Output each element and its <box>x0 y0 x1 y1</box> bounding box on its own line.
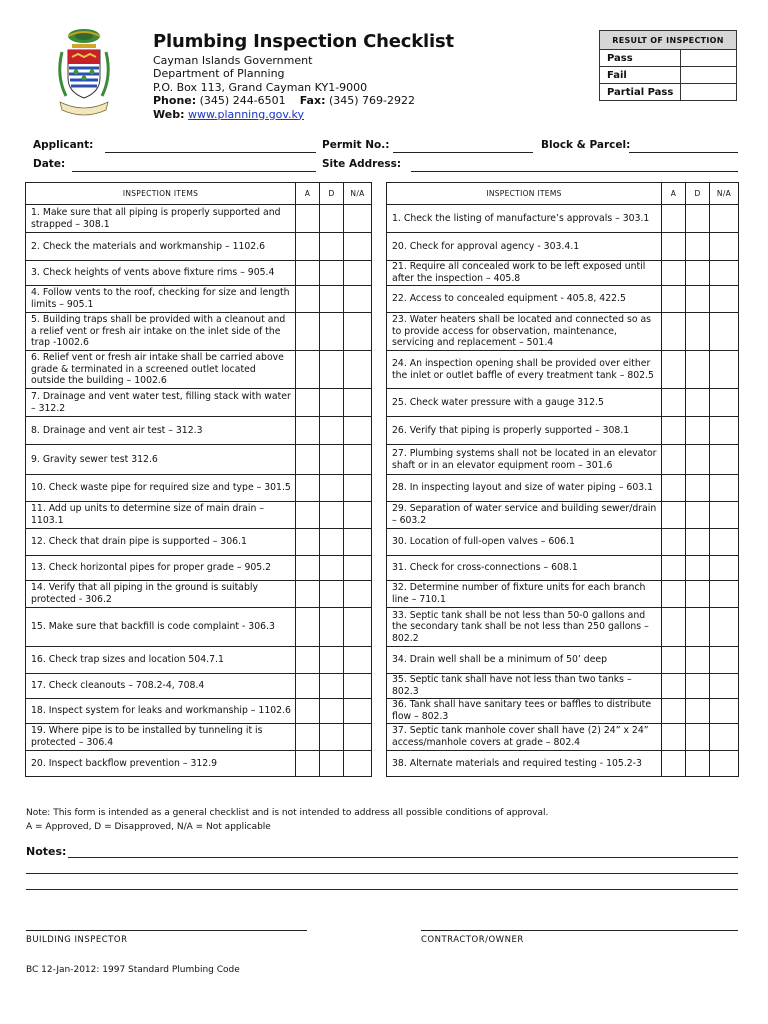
table-row <box>26 608 372 647</box>
not-applicable-checkbox[interactable] <box>710 389 739 417</box>
not-applicable-checkbox[interactable] <box>344 389 372 417</box>
approved-checkbox[interactable] <box>662 313 686 351</box>
not-applicable-checkbox[interactable] <box>710 445 739 475</box>
approved-checkbox[interactable] <box>662 529 686 556</box>
inspection-item: 20. Check for approval agency - 303.4.1 <box>387 233 662 261</box>
table-row <box>387 233 739 261</box>
approved-checkbox[interactable] <box>662 261 686 286</box>
inspection-item: 4. Follow vents to the roof, checking for size and length limits – 905.1 <box>26 286 296 313</box>
disapproved-checkbox[interactable] <box>686 581 710 608</box>
not-applicable-checkbox[interactable] <box>710 351 739 389</box>
not-applicable-checkbox[interactable] <box>344 529 372 556</box>
approved-checkbox[interactable] <box>662 699 686 724</box>
disclaimer-note: Note: This form is intended as a general checklist and is not intended to address all possible conditions of approval. <box>26 808 549 818</box>
header-not-applicable: N/A <box>344 183 372 205</box>
disapproved-checkbox[interactable] <box>320 674 344 699</box>
not-applicable-checkbox[interactable] <box>710 581 739 608</box>
approved-checkbox[interactable] <box>662 233 686 261</box>
result-partial-label: Partial Pass <box>600 84 681 101</box>
not-applicable-checkbox[interactable] <box>710 608 739 647</box>
inspection-item: 37. Septic tank manhole cover shall have (2) 24” x 24” access/manhole covers at grade – 802.4 <box>387 724 662 751</box>
table-row <box>26 417 372 445</box>
approved-checkbox[interactable] <box>296 286 320 313</box>
table-row <box>26 529 372 556</box>
result-partial-field[interactable] <box>681 84 737 101</box>
header-disapproved: D <box>686 183 710 205</box>
approved-checkbox[interactable] <box>662 389 686 417</box>
not-applicable-checkbox[interactable] <box>344 751 372 777</box>
disapproved-checkbox[interactable] <box>320 261 344 286</box>
not-applicable-checkbox[interactable] <box>710 699 739 724</box>
not-applicable-checkbox[interactable] <box>344 351 372 389</box>
inspection-item: 19. Where pipe is to be installed by tunneling it is protected – 306.4 <box>26 724 296 751</box>
table-row <box>26 286 372 313</box>
inspection-item: 15. Make sure that backfill is code complaint - 306.3 <box>26 608 296 647</box>
not-applicable-checkbox[interactable] <box>710 502 739 529</box>
table-row <box>26 751 372 777</box>
table-row <box>26 502 372 529</box>
disapproved-checkbox[interactable] <box>320 699 344 724</box>
date-label: Date: <box>33 158 66 170</box>
table-row <box>387 556 739 581</box>
table-row <box>387 647 739 674</box>
approved-checkbox[interactable] <box>296 647 320 674</box>
approved-checkbox[interactable] <box>662 556 686 581</box>
disapproved-checkbox[interactable] <box>686 647 710 674</box>
approved-checkbox[interactable] <box>662 647 686 674</box>
inspection-item: 24. An inspection opening shall be provided over either the inlet or outlet baffle of every treatment tank – 802.5 <box>387 351 662 389</box>
disapproved-checkbox[interactable] <box>320 581 344 608</box>
table-row <box>387 417 739 445</box>
disapproved-checkbox[interactable] <box>320 389 344 417</box>
inspection-item: 11. Add up units to determine size of main drain – 1103.1 <box>26 502 296 529</box>
result-pass-label: Pass <box>600 50 681 67</box>
not-applicable-checkbox[interactable] <box>344 313 372 351</box>
table-row <box>26 475 372 502</box>
header-not-applicable: N/A <box>710 183 739 205</box>
disapproved-checkbox[interactable] <box>320 475 344 502</box>
approved-checkbox[interactable] <box>296 351 320 389</box>
approved-checkbox[interactable] <box>296 502 320 529</box>
disapproved-checkbox[interactable] <box>686 417 710 445</box>
header-approved: A <box>296 183 320 205</box>
disapproved-checkbox[interactable] <box>686 502 710 529</box>
approved-checkbox[interactable] <box>662 417 686 445</box>
approved-checkbox[interactable] <box>296 445 320 475</box>
table-row <box>26 205 372 233</box>
approved-checkbox[interactable] <box>296 556 320 581</box>
disapproved-checkbox[interactable] <box>686 389 710 417</box>
block-parcel-field[interactable] <box>629 152 738 153</box>
table-row <box>387 724 739 751</box>
disapproved-checkbox[interactable] <box>686 608 710 647</box>
inspection-item: 32. Determine number of fixture units for each branch line – 710.1 <box>387 581 662 608</box>
approved-checkbox[interactable] <box>662 751 686 777</box>
inspection-item: 1. Check the listing of manufacture’s approvals – 303.1 <box>387 205 662 233</box>
disapproved-checkbox[interactable] <box>686 205 710 233</box>
approved-checkbox[interactable] <box>296 261 320 286</box>
web-line <box>153 108 415 121</box>
inspection-item: 29. Separation of water service and building sewer/drain – 603.2 <box>387 502 662 529</box>
not-applicable-checkbox[interactable] <box>344 205 372 233</box>
approved-checkbox[interactable] <box>662 724 686 751</box>
disapproved-checkbox[interactable] <box>320 233 344 261</box>
inspection-item: 30. Location of full-open valves – 606.1 <box>387 529 662 556</box>
header-disapproved: D <box>320 183 344 205</box>
disapproved-checkbox[interactable] <box>320 313 344 351</box>
disapproved-checkbox[interactable] <box>686 724 710 751</box>
legend-note: A = Approved, D = Disapproved, N/A = Not applicable <box>26 822 271 832</box>
table-row <box>26 647 372 674</box>
table-row <box>387 351 739 389</box>
disapproved-checkbox[interactable] <box>686 261 710 286</box>
inspector-signature-line[interactable] <box>26 930 307 931</box>
inspection-item: 13. Check horizontal pipes for proper grade – 905.2 <box>26 556 296 581</box>
not-applicable-checkbox[interactable] <box>344 475 372 502</box>
result-fail-field[interactable] <box>681 67 737 84</box>
inspection-item: 33. Septic tank shall be not less than 50-0 gallons and the secondary tank shall be not less than 250 gallons – 802.2 <box>387 608 662 647</box>
result-fail-label: Fail <box>600 67 681 84</box>
table-row <box>387 261 739 286</box>
header-approved: A <box>662 183 686 205</box>
table-row <box>26 389 372 417</box>
disapproved-checkbox[interactable] <box>686 674 710 699</box>
approved-checkbox[interactable] <box>296 475 320 502</box>
not-applicable-checkbox[interactable] <box>344 608 372 647</box>
not-applicable-checkbox[interactable] <box>344 699 372 724</box>
permit-field[interactable] <box>393 152 533 153</box>
table-row <box>387 389 739 417</box>
approved-checkbox[interactable] <box>662 502 686 529</box>
site-address-label: Site Address: <box>322 158 402 170</box>
approved-checkbox[interactable] <box>296 674 320 699</box>
web-label: Web: <box>153 107 185 121</box>
inspection-item: 20. Inspect backflow prevention – 312.9 <box>26 751 296 777</box>
approved-checkbox[interactable] <box>662 581 686 608</box>
org-name: Cayman Islands Government <box>153 54 313 67</box>
approved-checkbox[interactable] <box>296 389 320 417</box>
table-row <box>26 699 372 724</box>
disapproved-checkbox[interactable] <box>686 751 710 777</box>
disapproved-checkbox[interactable] <box>320 647 344 674</box>
approved-checkbox[interactable] <box>296 608 320 647</box>
inspection-item: 23. Water heaters shall be located and connected so as to provide access for observation, maintenance, servicing and replacement – 501.4 <box>387 313 662 351</box>
organization-address <box>153 54 415 121</box>
inspection-item: 12. Check that drain pipe is supported – 306.1 <box>26 529 296 556</box>
disapproved-checkbox[interactable] <box>686 475 710 502</box>
approved-checkbox[interactable] <box>296 529 320 556</box>
date-field[interactable] <box>72 171 316 172</box>
table-row <box>387 699 739 724</box>
phone-label: Phone: <box>153 94 197 108</box>
approved-checkbox[interactable] <box>296 724 320 751</box>
disapproved-checkbox[interactable] <box>686 529 710 556</box>
approved-checkbox[interactable] <box>296 233 320 261</box>
block-parcel-label: Block & Parcel: <box>541 139 631 151</box>
not-applicable-checkbox[interactable] <box>710 724 739 751</box>
disapproved-checkbox[interactable] <box>686 699 710 724</box>
table-row <box>387 445 739 475</box>
inspection-item: 17. Check cleanouts – 708.2-4, 708.4 <box>26 674 296 699</box>
disapproved-checkbox[interactable] <box>686 233 710 261</box>
table-row <box>387 286 739 313</box>
table-row <box>387 674 739 699</box>
table-row <box>26 556 372 581</box>
form-title: Plumbing Inspection Checklist <box>153 31 454 52</box>
inspection-item: 2. Check the materials and workmanship – 1102.6 <box>26 233 296 261</box>
approved-checkbox[interactable] <box>662 475 686 502</box>
not-applicable-checkbox[interactable] <box>710 417 739 445</box>
phone-fax-line <box>153 94 415 107</box>
applicant-label: Applicant: <box>33 139 94 151</box>
inspection-item: 14. Verify that all piping in the ground is suitably protected - 306.2 <box>26 581 296 608</box>
approved-checkbox[interactable] <box>296 205 320 233</box>
table-row <box>26 445 372 475</box>
not-applicable-checkbox[interactable] <box>344 581 372 608</box>
disapproved-checkbox[interactable] <box>320 445 344 475</box>
inspection-item: 26. Verify that piping is properly supported – 308.1 <box>387 417 662 445</box>
inspection-item: 25. Check water pressure with a gauge 312.5 <box>387 389 662 417</box>
not-applicable-checkbox[interactable] <box>344 674 372 699</box>
not-applicable-checkbox[interactable] <box>344 647 372 674</box>
contractor-signature-line[interactable] <box>421 930 738 931</box>
inspection-item: 1. Make sure that all piping is properly supported and strapped – 308.1 <box>26 205 296 233</box>
table-row <box>387 313 739 351</box>
not-applicable-checkbox[interactable] <box>710 286 739 313</box>
table-row <box>387 529 739 556</box>
inspection-item: 5. Building traps shall be provided with a cleanout and a relief vent or fresh air intake on the inlet side of the trap -1002.6 <box>26 313 296 351</box>
inspection-item: 31. Check for cross-connections – 608.1 <box>387 556 662 581</box>
approved-checkbox[interactable] <box>296 581 320 608</box>
result-of-inspection-box <box>599 30 737 101</box>
not-applicable-checkbox[interactable] <box>344 445 372 475</box>
not-applicable-checkbox[interactable] <box>710 647 739 674</box>
not-applicable-checkbox[interactable] <box>710 313 739 351</box>
inspection-item: 38. Alternate materials and required testing - 105.2-3 <box>387 751 662 777</box>
contractor-label: CONTRACTOR/OWNER <box>421 935 524 945</box>
not-applicable-checkbox[interactable] <box>344 502 372 529</box>
table-row <box>387 751 739 777</box>
inspection-item: 21. Require all concealed work to be left exposed until after the inspection – 405.8 <box>387 261 662 286</box>
not-applicable-checkbox[interactable] <box>344 724 372 751</box>
disapproved-checkbox[interactable] <box>320 556 344 581</box>
disapproved-checkbox[interactable] <box>320 751 344 777</box>
phone-number: (345) 244-6501 <box>199 94 286 108</box>
disapproved-checkbox[interactable] <box>686 445 710 475</box>
table-row <box>387 608 739 647</box>
approved-checkbox[interactable] <box>296 699 320 724</box>
applicant-field[interactable] <box>105 152 316 153</box>
approved-checkbox[interactable] <box>662 608 686 647</box>
approved-checkbox[interactable] <box>296 313 320 351</box>
disapproved-checkbox[interactable] <box>320 502 344 529</box>
table-row <box>387 475 739 502</box>
checklist-table-right <box>386 182 739 777</box>
table-row <box>387 205 739 233</box>
notes-line-3[interactable] <box>26 889 738 890</box>
postal-address: P.O. Box 113, Grand Cayman KY1-9000 <box>153 80 368 94</box>
fax-number: (345) 769-2922 <box>328 94 416 108</box>
website-link[interactable]: www.planning.gov.ky <box>187 107 305 121</box>
notes-label: Notes: <box>26 845 67 858</box>
inspector-label: BUILDING INSPECTOR <box>26 935 128 945</box>
disapproved-checkbox[interactable] <box>320 286 344 313</box>
table-row <box>26 581 372 608</box>
not-applicable-checkbox[interactable] <box>710 674 739 699</box>
permit-label: Permit No.: <box>322 139 390 151</box>
notes-line-1[interactable] <box>68 857 738 858</box>
inspection-item: 9. Gravity sewer test 312.6 <box>26 445 296 475</box>
table-row <box>387 581 739 608</box>
inspection-item: 16. Check trap sizes and location 504.7.1 <box>26 647 296 674</box>
result-pass-field[interactable] <box>681 50 737 67</box>
not-applicable-checkbox[interactable] <box>710 529 739 556</box>
table-row <box>26 233 372 261</box>
not-applicable-checkbox[interactable] <box>344 417 372 445</box>
inspection-item: 36. Tank shall have sanitary tees or baffles to distribute flow – 802.3 <box>387 699 662 724</box>
not-applicable-checkbox[interactable] <box>344 233 372 261</box>
inspection-item: 10. Check waste pipe for required size and type – 301.5 <box>26 475 296 502</box>
not-applicable-checkbox[interactable] <box>344 261 372 286</box>
disapproved-checkbox[interactable] <box>320 529 344 556</box>
disapproved-checkbox[interactable] <box>320 724 344 751</box>
disapproved-checkbox[interactable] <box>320 205 344 233</box>
table-row <box>387 502 739 529</box>
not-applicable-checkbox[interactable] <box>344 556 372 581</box>
fax-label: Fax: <box>299 94 326 108</box>
approved-checkbox[interactable] <box>662 205 686 233</box>
disapproved-checkbox[interactable] <box>320 417 344 445</box>
disapproved-checkbox[interactable] <box>686 351 710 389</box>
inspection-item: 34. Drain well shall be a minimum of 50’ deep <box>387 647 662 674</box>
inspection-item: 28. In inspecting layout and size of water piping – 603.1 <box>387 475 662 502</box>
inspection-item: 22. Access to concealed equipment - 405.8, 422.5 <box>387 286 662 313</box>
inspection-item: 7. Drainage and vent water test, filling stack with water – 312.2 <box>26 389 296 417</box>
not-applicable-checkbox[interactable] <box>710 205 739 233</box>
dept-name: Department of Planning <box>153 67 285 81</box>
form-footer: BC 12-Jan-2012: 1997 Standard Plumbing Code <box>26 965 240 975</box>
table-row <box>26 313 372 351</box>
checklist-table-left <box>25 182 372 777</box>
not-applicable-checkbox[interactable] <box>710 233 739 261</box>
not-applicable-checkbox[interactable] <box>710 475 739 502</box>
disapproved-checkbox[interactable] <box>686 286 710 313</box>
disapproved-checkbox[interactable] <box>686 313 710 351</box>
site-address-field[interactable] <box>411 171 738 172</box>
inspection-item: 6. Relief vent or fresh air intake shall be carried above grade & terminated in a screened outlet located outside the building – 1002.6 <box>26 351 296 389</box>
approved-checkbox[interactable] <box>662 674 686 699</box>
approved-checkbox[interactable] <box>662 445 686 475</box>
not-applicable-checkbox[interactable] <box>344 286 372 313</box>
approved-checkbox[interactable] <box>296 751 320 777</box>
inspection-item: 8. Drainage and vent air test – 312.3 <box>26 417 296 445</box>
table-row <box>26 724 372 751</box>
coat-of-arms-logo <box>52 26 116 120</box>
approved-checkbox[interactable] <box>296 417 320 445</box>
disapproved-checkbox[interactable] <box>320 351 344 389</box>
not-applicable-checkbox[interactable] <box>710 556 739 581</box>
inspection-item: 35. Septic tank shall have not less than two tanks – 802.3 <box>387 674 662 699</box>
disapproved-checkbox[interactable] <box>686 556 710 581</box>
result-heading: RESULT OF INSPECTION <box>600 31 737 50</box>
table-row <box>26 674 372 699</box>
header-inspection-items: INSPECTION ITEMS <box>26 183 296 205</box>
not-applicable-checkbox[interactable] <box>710 751 739 777</box>
inspection-item: 3. Check heights of vents above fixture rims – 905.4 <box>26 261 296 286</box>
approved-checkbox[interactable] <box>662 286 686 313</box>
notes-line-2[interactable] <box>26 873 738 874</box>
table-row <box>26 261 372 286</box>
table-row <box>26 351 372 389</box>
not-applicable-checkbox[interactable] <box>710 261 739 286</box>
approved-checkbox[interactable] <box>662 351 686 389</box>
inspection-item: 27. Plumbing systems shall not be located in an elevator shaft or in an elevator equipment room – 301.6 <box>387 445 662 475</box>
disapproved-checkbox[interactable] <box>320 608 344 647</box>
header-inspection-items: INSPECTION ITEMS <box>387 183 662 205</box>
inspection-item: 18. Inspect system for leaks and workmanship – 1102.6 <box>26 699 296 724</box>
